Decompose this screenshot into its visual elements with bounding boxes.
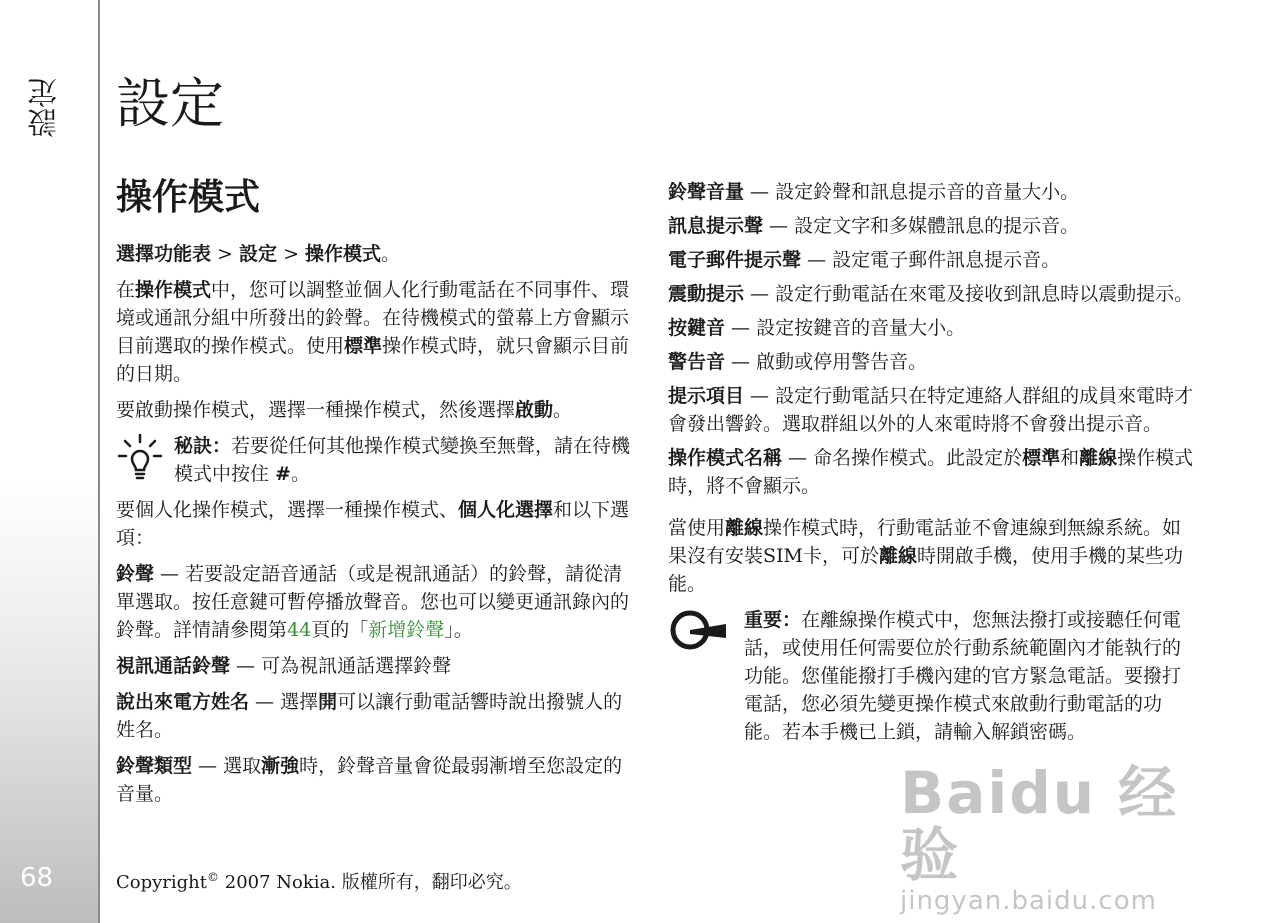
warning-hand-icon xyxy=(668,606,744,662)
menu-path xyxy=(116,240,632,268)
chapter-sidebar xyxy=(0,0,100,923)
lightbulb-icon xyxy=(116,432,174,488)
option-warning-tone: 警告音 — 啟動或停用警告音。 xyxy=(668,351,928,373)
option-ringtone: 鈴聲 — 若要設定語音通話（或是視訊通話）的鈴聲，請從清單選取。按任意鍵可暫停播放聲音。您也可以變更通訊錄內的鈴聲。詳情請參閱第44頁的「新增鈴聲」。 xyxy=(116,563,630,641)
copyright-footer: Copyright© 2007 Nokia. 版權所有，翻印必究。 xyxy=(116,870,522,893)
personalize-paragraph: 要個人化操作模式，選擇一種操作模式、個人化選擇和以下選項： xyxy=(116,499,630,549)
path-settings: 設定 xyxy=(239,243,278,265)
activate-paragraph: 要啟動操作模式，選擇一種操作模式，然後選擇啟動。 xyxy=(116,399,573,421)
option-email-tone: 電子郵件提示聲 — 設定電子郵件訊息提示音。 xyxy=(668,249,1061,271)
page-ref-link[interactable]: 44 xyxy=(287,619,312,641)
important-text: 重要：在離線操作模式中，您無法撥打或接聽任何電話，或使用任何需要位於行動系統範圍內才能執行的功能。您僅能撥打手機內建的官方緊急電話。要撥打電話，您必須先變更操作模式來啟動行動電話的功能。若本手機已上鎖，請輸入解鎖密碼。 xyxy=(744,609,1182,743)
path-menu: 選擇功能表 xyxy=(116,243,212,265)
tip-note xyxy=(116,432,632,488)
path-separator: > xyxy=(277,243,306,265)
page-number: 68 xyxy=(20,863,54,893)
tip-text: 秘訣：若要從任何其他操作模式變換至無聲，請在待機模式中按住 #。 xyxy=(174,435,631,485)
offline-paragraph: 當使用離線操作模式時，行動電話並不會連線到無線系統。如果沒有安裝SIM卡，可於離線時開啟手機，使用手機的某些功能。 xyxy=(668,517,1184,595)
option-keypad-tone: 按鍵音 — 設定按鍵音的音量大小。 xyxy=(668,317,966,339)
option-alert-for: 提示項目 — 設定行動電話只在特定連絡人群組的成員來電時才會發出響鈴。選取群組以外的人來電時將不會發出提示音。 xyxy=(668,385,1194,435)
intro-paragraph: 在操作模式中，您可以調整並個人化行動電話在不同事件、環境或通訊分組中所發出的鈴聲。在待機模式的螢幕上方會顯示目前選取的操作模式。使用標準操作模式時，就只會顯示目前的日期。 xyxy=(116,279,630,385)
watermark-main: Baidu 经验 xyxy=(900,759,1179,889)
chapter-label: 設定 xyxy=(28,78,63,138)
left-column xyxy=(116,172,632,816)
path-end: 。 xyxy=(381,243,401,265)
path-separator: > xyxy=(211,243,240,265)
important-note xyxy=(668,606,1198,746)
section-title: 操作模式 xyxy=(116,177,261,218)
option-ring-volume: 鈴聲音量 — 設定鈴聲和訊息提示音的音量大小。 xyxy=(668,181,1080,203)
option-message-tone: 訊息提示聲 — 設定文字和多媒體訊息的提示音。 xyxy=(668,215,1080,237)
right-column xyxy=(668,178,1198,754)
add-ringtone-link[interactable]: 新增鈴聲 xyxy=(368,619,445,641)
baidu-watermark xyxy=(900,759,1220,916)
watermark-url: jingyan.baidu.com xyxy=(900,886,1157,916)
option-say-caller: 說出來電方姓名 — 選擇開可以讓行動電話響時說出撥號人的姓名。 xyxy=(116,691,623,741)
option-video-ringtone: 視訊通話鈴聲 — 可為視訊通話選擇鈴聲 xyxy=(116,655,452,677)
option-profile-name: 操作模式名稱 — 命名操作模式。此設定於標準和離線操作模式時，將不會顯示。 xyxy=(668,447,1194,497)
option-vibrate: 震動提示 — 設定行動電話在來電及接收到訊息時以震動提示。 xyxy=(668,283,1194,305)
path-profiles: 操作模式 xyxy=(305,243,382,265)
page-title: 設定 xyxy=(116,72,224,135)
option-ringing-type: 鈴聲類型 — 選取漸強時，鈴聲音量會從最弱漸增至您設定的音量。 xyxy=(116,755,623,805)
